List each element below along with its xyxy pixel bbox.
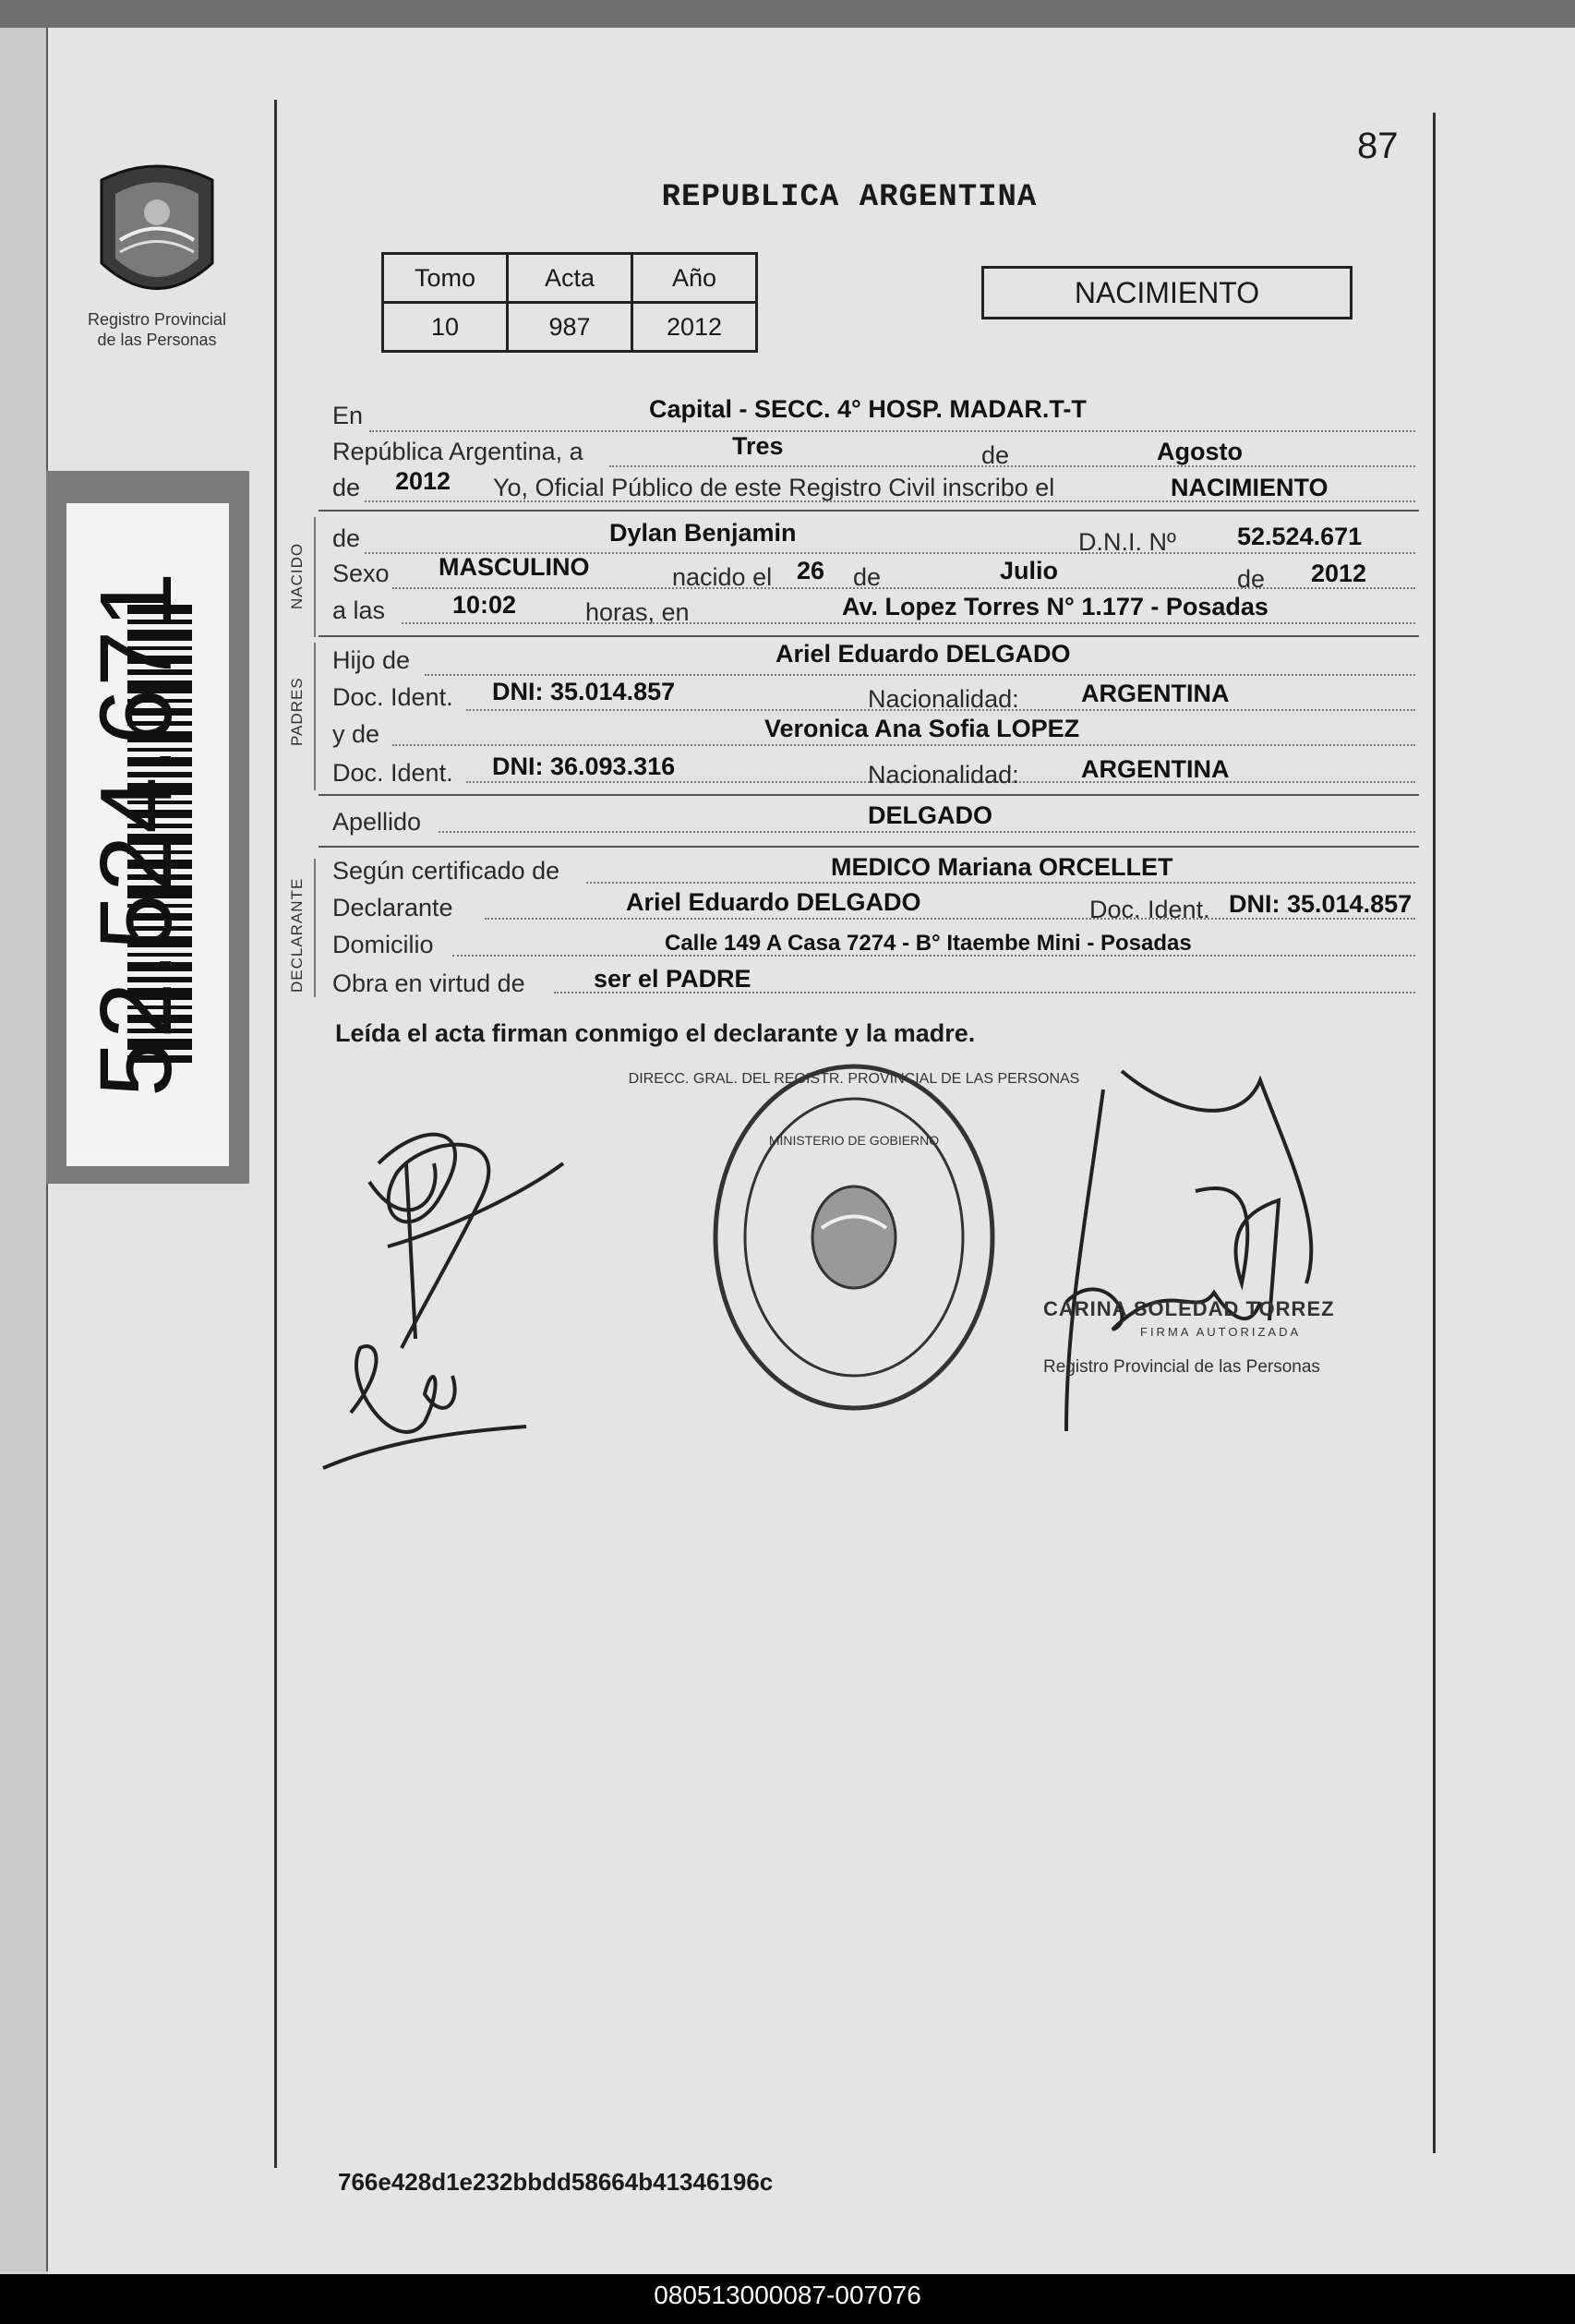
de-label: de: [981, 441, 1010, 469]
declarante-label: Declarante: [332, 894, 453, 921]
domicile-value: Calle 149 A Casa 7274 - B° Itaembe Mini - Posadas: [665, 931, 1192, 956]
country-title: REPUBLICA ARGENTINA: [661, 180, 1038, 215]
registry-caption-line2: de las Personas: [97, 331, 217, 349]
birth-day-value: 26: [797, 557, 825, 584]
province-seal-icon: [83, 152, 231, 319]
signer-role: FIRMA AUTORIZADA: [1140, 1325, 1302, 1339]
record-table: [381, 252, 758, 353]
mother-nationality-value: ARGENTINA: [1081, 755, 1230, 783]
record-table-cell: 2012: [632, 303, 757, 352]
year-value: 2012: [395, 467, 451, 495]
nacido-el-label: nacido el: [672, 563, 773, 591]
closing-statement: Leída el acta firman conmigo el declarante y la madre.: [335, 1019, 976, 1047]
signer-name: CARINA SOLEDAD TORREZ: [1043, 1297, 1335, 1320]
hash-code: 766e428d1e232bbdd58664b41346196c: [338, 2168, 774, 2196]
footer-code: 080513000087-007076: [654, 2281, 921, 2309]
nacido-de-label: de: [332, 524, 361, 552]
y-de-label: y de: [332, 720, 380, 748]
sexo-label: Sexo: [332, 560, 390, 587]
dotted-line: [369, 430, 1415, 432]
place-value: Capital - SECC. 4° HOSP. MADAR.T-T: [649, 395, 1087, 423]
domicilio-label: Domicilio: [332, 931, 434, 958]
official-signature: [1029, 1043, 1389, 1450]
signer-office: Registro Provincial de las Personas: [1043, 1357, 1320, 1377]
father-name-value: Ariel Eduardo DELGADO: [775, 640, 1071, 668]
obra-label: Obra en virtud de: [332, 969, 525, 997]
father-doc-value: DNI: 35.014.857: [492, 678, 676, 705]
nacionalidad-label: Nacionalidad:: [868, 761, 1019, 789]
right-margin-line: [1433, 113, 1436, 2153]
child-dni-value: 52.524.671: [1237, 523, 1363, 550]
a-las-label: a las: [332, 596, 386, 624]
oficial-text: Yo, Oficial Público de este Registro Civil inscribo el: [493, 474, 1055, 501]
de-label: de: [332, 474, 361, 501]
record-table-header-row: [383, 254, 757, 303]
hijo-de-label: Hijo de: [332, 646, 411, 674]
certificate-value: MEDICO Mariana ORCELLET: [831, 853, 1173, 881]
record-table-header: Acta: [508, 254, 632, 303]
dotted-line: [609, 465, 1415, 467]
nacido-section-label: NACIDO: [288, 542, 306, 609]
section-bracket: [314, 643, 316, 790]
registry-caption: [55, 309, 258, 350]
declarante-section-label: DECLARANTE: [288, 877, 306, 993]
section-divider: [319, 846, 1419, 848]
record-table-header: Año: [632, 254, 757, 303]
top-scan-band: [0, 0, 1575, 31]
left-page-edge: [0, 28, 49, 2271]
de-label: de: [853, 563, 882, 591]
de-label: de: [1237, 565, 1266, 593]
event-value: NACIMIENTO: [1171, 474, 1329, 501]
page-number: 87: [1357, 126, 1399, 166]
dotted-line: [402, 622, 1415, 624]
stamp-ring-text: DIRECC. GRAL. DEL REGISTR. PROVINCIAL DE LAS PERSONAS: [628, 1071, 1080, 1087]
nacionalidad-label: Nacionalidad:: [868, 685, 1019, 713]
horas-en-label: horas, en: [585, 598, 690, 626]
section-divider: [319, 794, 1419, 796]
birth-year-value: 2012: [1311, 560, 1367, 587]
sexo-value: MASCULINO: [439, 553, 590, 581]
child-name-value: Dylan Benjamin: [609, 519, 797, 547]
dotted-line: [392, 744, 1415, 746]
left-margin-line: [274, 100, 277, 2168]
record-table-value-row: [383, 303, 757, 352]
record-type-box: NACIMIENTO: [981, 266, 1353, 319]
doc-ident-label: Doc. Ident.: [1089, 896, 1210, 923]
declarant-doc-value: DNI: 35.014.857: [1229, 890, 1413, 918]
section-bracket: [314, 517, 316, 637]
doc-ident-label: Doc. Ident.: [332, 759, 453, 787]
stamp-inner-text: MINISTERIO DE GOBIERNO: [768, 1133, 940, 1148]
mother-name-value: Veronica Ana Sofia LOPEZ: [764, 715, 1080, 742]
dotted-line: [439, 831, 1415, 833]
side-id-number: 52.524.671: [79, 570, 193, 1097]
birth-month-value: Julio: [1000, 557, 1059, 584]
doc-ident-label: Doc. Ident.: [332, 683, 453, 711]
mother-doc-value: DNI: 36.093.316: [492, 753, 676, 780]
section-divider: [319, 510, 1419, 512]
province-seal: [83, 152, 231, 319]
declarant-signature: [314, 1108, 591, 1496]
padres-section-label: PADRES: [288, 677, 306, 746]
dni-label: D.N.I. Nº: [1078, 528, 1176, 556]
record-table-cell: 987: [508, 303, 632, 352]
official-stamp: [628, 1057, 1080, 1417]
en-label: En: [332, 402, 364, 429]
dotted-line: [586, 882, 1415, 884]
dotted-line: [425, 674, 1415, 676]
section-bracket: [314, 859, 316, 997]
birth-address-value: Av. Lopez Torres N° 1.177 - Posadas: [842, 593, 1268, 620]
surname-value: DELGADO: [868, 801, 992, 829]
record-table-header: Tomo: [383, 254, 508, 303]
section-divider: [319, 635, 1419, 637]
apellido-label: Apellido: [332, 808, 422, 836]
month-word-value: Agosto: [1157, 438, 1243, 465]
day-word-value: Tres: [732, 432, 784, 460]
registry-caption-line1: Registro Provincial: [87, 310, 227, 329]
republica-label: República Argentina, a: [332, 438, 583, 465]
certificado-label: Según certificado de: [332, 857, 560, 885]
declarant-name-value: Ariel Eduardo DELGADO: [626, 888, 921, 916]
time-value: 10:02: [452, 591, 517, 619]
capacity-value: ser el PADRE: [594, 965, 751, 993]
father-nationality-value: ARGENTINA: [1081, 680, 1230, 707]
record-table-cell: 10: [383, 303, 508, 352]
